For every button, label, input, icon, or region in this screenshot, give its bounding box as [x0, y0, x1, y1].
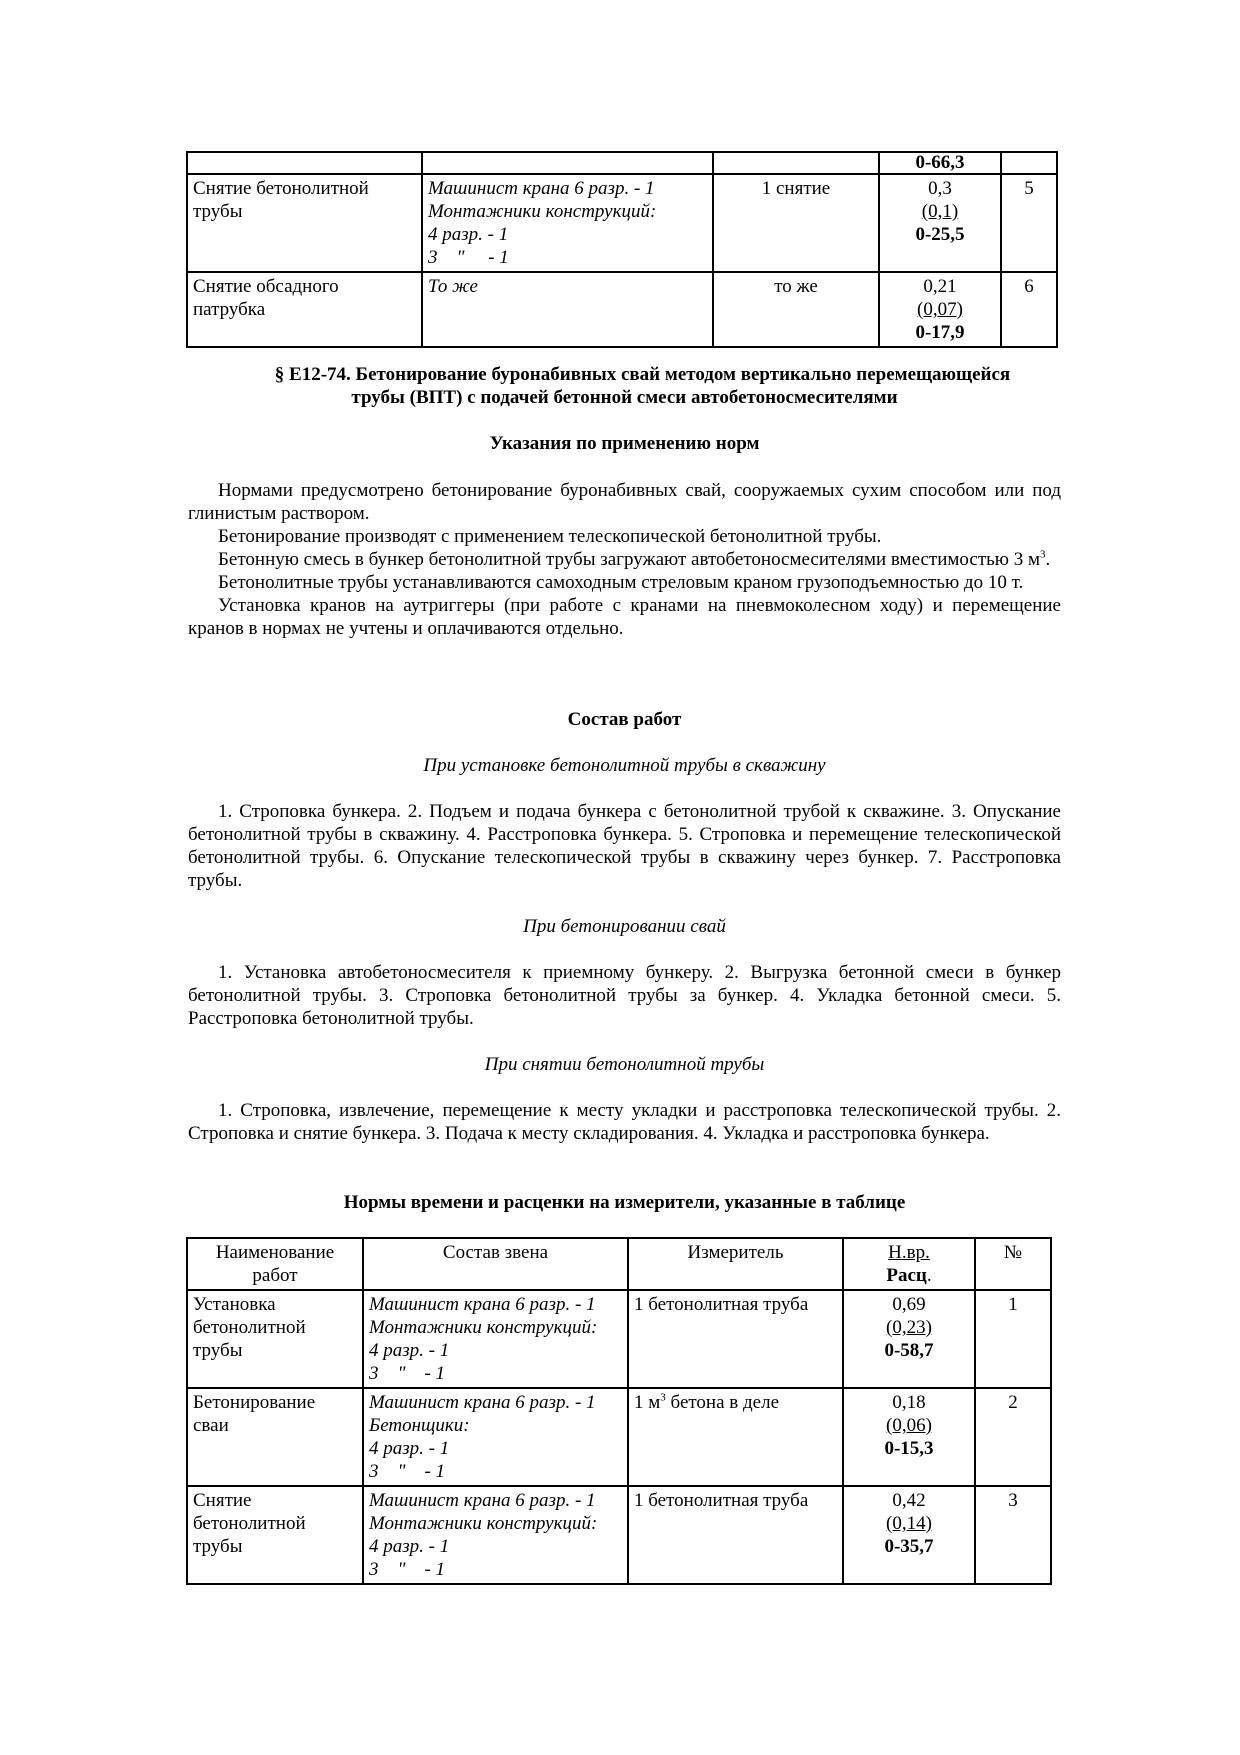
cell-crew: [422, 272, 713, 347]
unit-text: 1 бетонолитная труба: [634, 1490, 809, 1511]
crew-line: Машинист крана 6 разр. - 1: [369, 1392, 596, 1413]
crew-line: Монтажники конструкций:: [369, 1513, 598, 1534]
cell-unit: [628, 1290, 843, 1388]
name-line: патрубка: [193, 299, 266, 320]
norm-value: 0,42: [892, 1490, 926, 1511]
rate-value: (0,07): [917, 299, 963, 320]
work-group-title: При установке бетонолитной трубы в скважину: [423, 755, 826, 776]
norm-value: 0,21: [923, 276, 957, 297]
rate-value: (0,23): [886, 1317, 932, 1338]
section-title: [188, 363, 1061, 409]
header-norm-price: [843, 1238, 975, 1290]
top-norms-table: [186, 151, 1058, 348]
cell-num: [1001, 152, 1057, 174]
paragraph: Нормами предусмотрено бетонирование буронабивных свай, сооружаемых сухим способом или под глинистым раствором.: [188, 480, 1061, 524]
header-line: работ: [252, 1265, 298, 1286]
cell-num: 5: [1001, 174, 1057, 272]
cell-rate: [879, 272, 1001, 347]
rate-value: (0,06): [886, 1415, 932, 1436]
header-line: Наименование: [215, 1242, 335, 1263]
superscript: 3: [1040, 548, 1046, 561]
paragraph: 1. Строповка, извлечение, перемещение к месту укладки и расстроповка телескопической трубы. 2. Строповка и снятие бункера. 3. Подача к месту складирования. 4. Укладка и расстроповка бункера.: [188, 1100, 1061, 1144]
work-group-title: При снятии бетонолитной трубы: [484, 1054, 765, 1075]
name-line: Установка: [193, 1294, 276, 1315]
cell-price: 0-66,3: [879, 152, 1001, 174]
paragraph: Установка кранов на аутриггеры (при работе с кранами на пневмоколесном ходу) и перемещение кранов в нормах не учтены и оплачиваются отдельно.: [188, 595, 1061, 639]
unit-text: 1 м: [634, 1392, 661, 1413]
name-line: трубы: [193, 1536, 243, 1557]
table-row: [187, 174, 1057, 272]
price-value: 0-15,3: [884, 1438, 934, 1459]
cell-rate: [843, 1486, 975, 1584]
paragraph: [188, 548, 1061, 571]
crew-line: 3 " - 1: [428, 247, 509, 268]
cell-unit: [628, 1388, 843, 1486]
norm-value: 0,3: [928, 178, 952, 199]
superscript: 3: [660, 1391, 666, 1404]
paragraph: Бетонирование производят с применением телескопической бетонолитной трубы.: [218, 526, 882, 547]
unit-text: 1 бетонолитная труба: [634, 1294, 809, 1315]
name-line: сваи: [193, 1415, 229, 1436]
price-value: 0-25,5: [915, 224, 965, 245]
header-price: Расц: [886, 1265, 927, 1286]
cell-unit: [628, 1486, 843, 1584]
guidelines-text: [188, 479, 1061, 640]
cell-rate: [843, 1290, 975, 1388]
norm-value: 0,69: [892, 1294, 926, 1315]
price-value: 0-58,7: [884, 1340, 934, 1361]
crew-line: Машинист крана 6 разр. - 1: [369, 1490, 596, 1511]
crew-line: 3 " - 1: [369, 1461, 446, 1482]
cell-crew: [422, 152, 713, 174]
crew-line: 3 " - 1: [369, 1559, 446, 1580]
header-crew: Состав звена: [363, 1238, 628, 1290]
name-line: Снятие: [193, 1490, 252, 1511]
cell-num: 3: [975, 1486, 1051, 1584]
work-heading: Состав работ: [567, 709, 682, 730]
cell-name: [187, 152, 422, 174]
name-line: бетонолитной: [193, 1317, 306, 1338]
table-row: [187, 1388, 1051, 1486]
cell-name: [187, 272, 422, 347]
paragraph: 1. Установка автобетоносмесителя к приемному бункеру. 2. Выгрузка бетонной смеси в бункер бетонолитной трубы. 3. Строповка бетонолитной трубы за бункер. 4. Укладка бетонной смеси. 5. Расстроповка бетонолитной трубы.: [188, 962, 1061, 1029]
section-title-line: трубы (ВПТ) с подачей бетонной смеси автобетоносмесителями: [351, 387, 898, 408]
crew-line: 4 разр. - 1: [369, 1340, 450, 1361]
table-row: [187, 272, 1057, 347]
table-header-row: [187, 1238, 1051, 1290]
crew-line: 4 разр. - 1: [428, 224, 509, 245]
cell-name: [187, 1486, 363, 1584]
paragraph-text: Бетонную смесь в бункер бетонолитной трубы загружают автобетоносмесителями вместимостью 3 м: [218, 549, 1041, 570]
cell-rate: [879, 174, 1001, 272]
crew-line: 4 разр. - 1: [369, 1536, 450, 1557]
crew-line: 3 " - 1: [369, 1363, 446, 1384]
crew-line: Монтажники конструкций:: [428, 201, 657, 222]
cell-name: [187, 1290, 363, 1388]
name-line: Снятие бетонолитной: [193, 178, 369, 199]
name-line: Снятие обсадного: [193, 276, 339, 297]
crew-line: Бетонщики:: [369, 1415, 470, 1436]
header-num: №: [975, 1238, 1051, 1290]
name-line: Бетонирование: [193, 1392, 316, 1413]
work-group-title: При бетонировании свай: [523, 916, 726, 937]
cell-unit: то же: [713, 272, 879, 347]
work-group-text: [188, 800, 1061, 892]
cell-unit: 1 снятие: [713, 174, 879, 272]
table-row: [187, 1290, 1051, 1388]
cell-name: [187, 174, 422, 272]
crew-line: 4 разр. - 1: [369, 1438, 450, 1459]
rate-value: (0,14): [886, 1513, 932, 1534]
header-name: [187, 1238, 363, 1290]
crew-line: То же: [428, 276, 478, 297]
cell-crew: [422, 174, 713, 272]
price-value: 0-17,9: [915, 322, 965, 343]
paragraph: 1. Строповка бункера. 2. Подъем и подача бункера с бетонолитной трубой к скважине. 3. Опускание бетонолитной трубы в скважину. 4. Расстроповка бункера. 5. Строповка и перемещение телескопической бетонолитной трубы. 6. Опускание телескопической трубы в скважину через бункер. 7. Расстроповка трубы.: [188, 801, 1061, 891]
section-title-line: § Е12-74. Бетонирование буронабивных свай методом вертикально перемещающейся: [274, 364, 1011, 385]
guidelines-heading: Указания по применению норм: [489, 433, 760, 454]
cell-crew: [363, 1290, 628, 1388]
name-line: трубы: [193, 1340, 243, 1361]
cell-num: 2: [975, 1388, 1051, 1486]
paragraph: Бетонолитные трубы устанавливаются самоходным стреловым краном грузоподъемностью до 10 т.: [218, 572, 1024, 593]
crew-line: Машинист крана 6 разр. - 1: [369, 1294, 596, 1315]
table-row: [187, 1486, 1051, 1584]
rate-value: (0,1): [921, 201, 959, 222]
cell-name: [187, 1388, 363, 1486]
header-price-dot: .: [926, 1265, 932, 1286]
table-row: [187, 152, 1057, 174]
crew-line: Машинист крана 6 разр. - 1: [428, 178, 655, 199]
cell-crew: [363, 1388, 628, 1486]
norms-heading: Нормы времени и расценки на измерители, указанные в таблице: [343, 1192, 906, 1213]
price-value: 0-35,7: [884, 1536, 934, 1557]
name-line: бетонолитной: [193, 1513, 306, 1534]
cell-crew: [363, 1486, 628, 1584]
paragraph-text: .: [1045, 549, 1051, 570]
norm-value: 0,18: [892, 1392, 926, 1413]
cell-unit: [713, 152, 879, 174]
crew-line: Монтажники конструкций:: [369, 1317, 598, 1338]
cell-rate: [843, 1388, 975, 1486]
cell-num: 1: [975, 1290, 1051, 1388]
name-line: трубы: [193, 201, 243, 222]
header-norm: Н.вр.: [888, 1242, 930, 1263]
header-unit: Измеритель: [628, 1238, 843, 1290]
work-group-text: [188, 1099, 1061, 1145]
norms-table: [186, 1237, 1052, 1585]
cell-num: 6: [1001, 272, 1057, 347]
work-group-text: [188, 961, 1061, 1030]
unit-text: бетона в деле: [665, 1392, 780, 1413]
